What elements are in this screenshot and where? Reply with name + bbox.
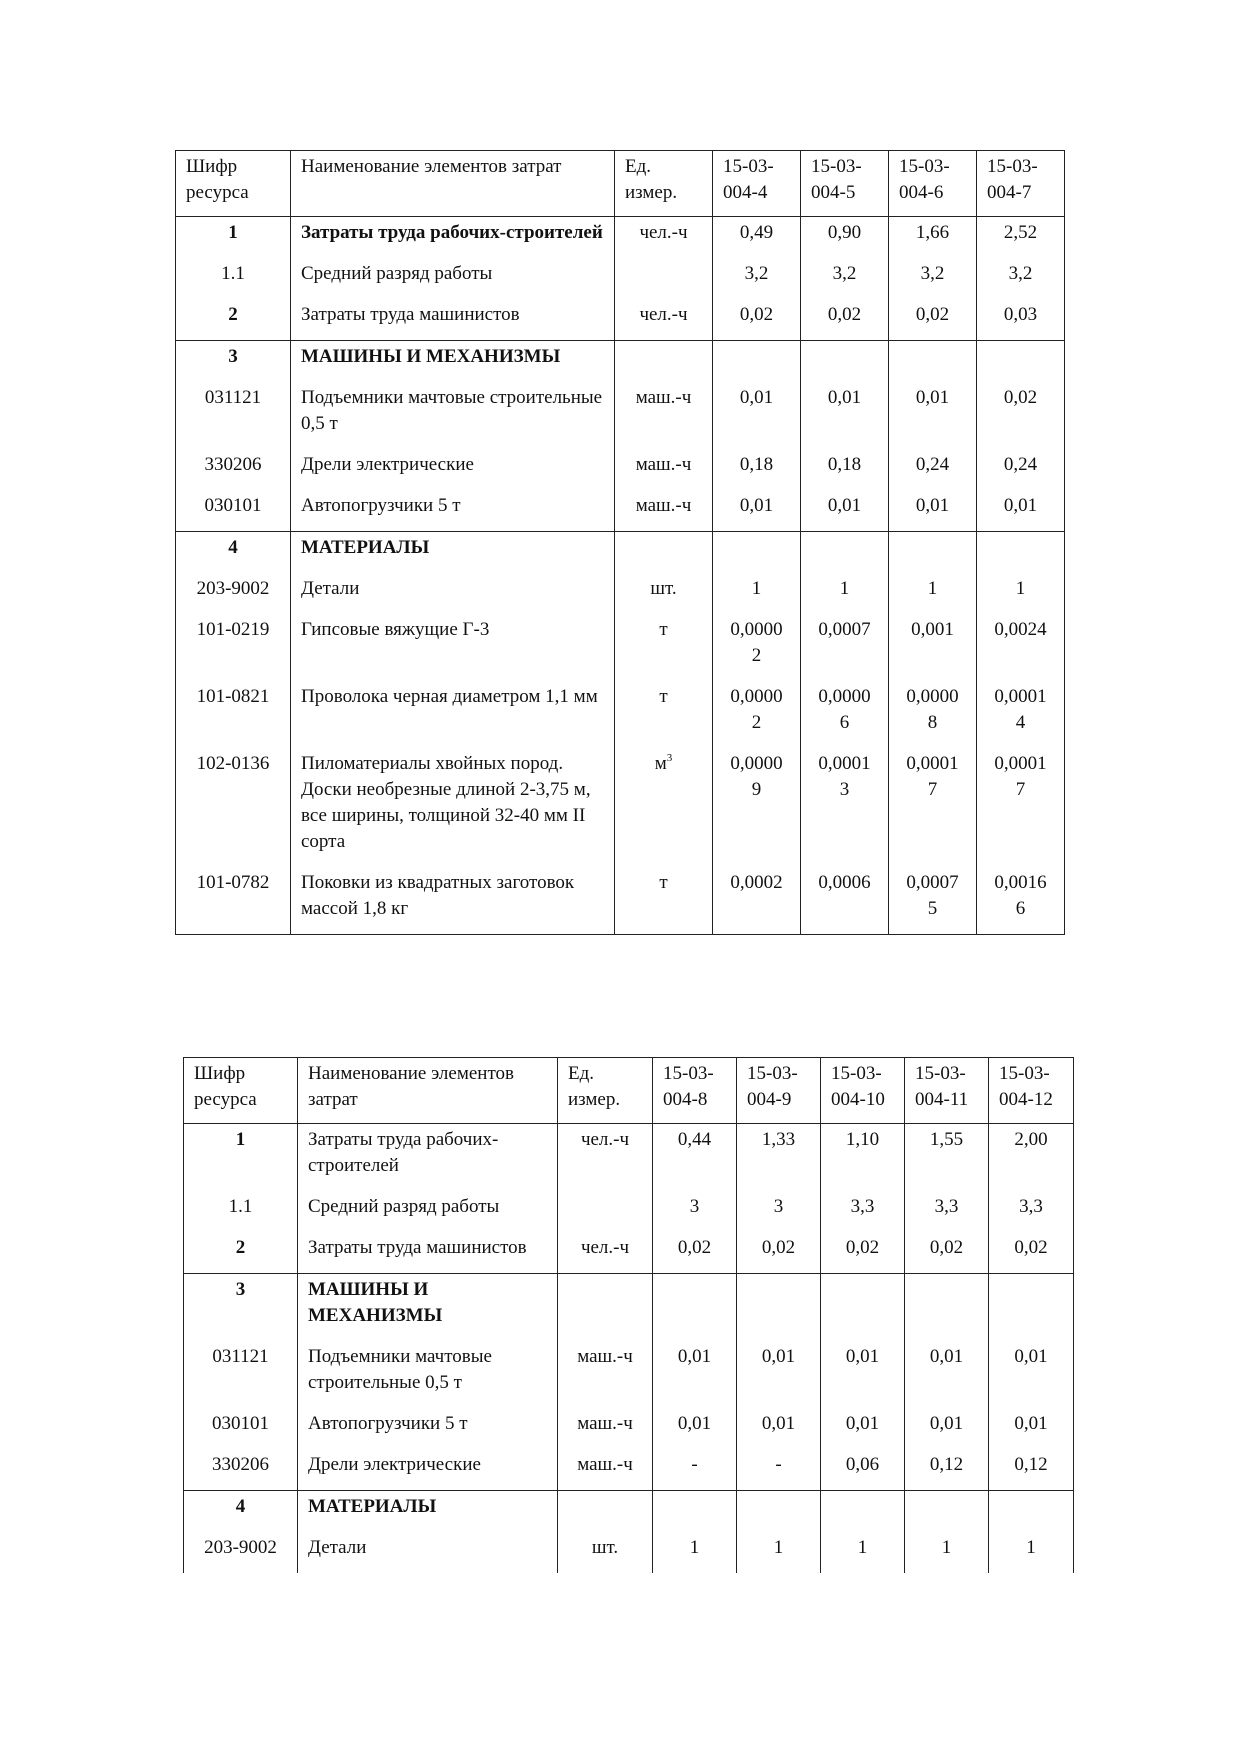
cell-value: 0,24 <box>889 449 977 490</box>
cell-code: 1.1 <box>184 1191 298 1232</box>
cell-code: 3 <box>184 1274 298 1342</box>
cell-unit <box>558 1191 653 1232</box>
cell-code: 030101 <box>176 490 291 532</box>
cell-unit <box>615 341 713 383</box>
cell-code: 3 <box>176 341 291 383</box>
cell-value: 1 <box>889 573 977 614</box>
cell-value <box>737 1491 821 1533</box>
table-row <box>184 1232 1074 1274</box>
table-row <box>176 748 1065 867</box>
cell-value <box>653 1274 737 1342</box>
cell-value: 0,0000 9 <box>713 748 801 867</box>
cell-value: 1,10 <box>821 1124 905 1192</box>
cell-value: 1 <box>801 573 889 614</box>
cell-unit: маш.-ч <box>558 1341 653 1408</box>
cell-value: 0,0001 3 <box>801 748 889 867</box>
cell-value: 3,2 <box>801 258 889 299</box>
cell-value: 0,02 <box>653 1232 737 1274</box>
cell-value: 0,02 <box>737 1232 821 1274</box>
resource-table-1 <box>175 150 1065 935</box>
cell-code: 1 <box>176 217 291 259</box>
cell-unit: маш.-ч <box>615 449 713 490</box>
cell-code: 2 <box>176 299 291 341</box>
table-row <box>176 573 1065 614</box>
header-code: Шифр ресурса <box>184 1058 298 1124</box>
cell-value: 0,0001 7 <box>889 748 977 867</box>
header-name: Наименование элементов затрат <box>298 1058 558 1124</box>
cell-name: Затраты труда машинистов <box>298 1232 558 1274</box>
cell-code: 101-0219 <box>176 614 291 681</box>
cell-value <box>821 1491 905 1533</box>
cell-name: Поковки из квадратных заготовок массой 1,8 кг <box>291 867 615 935</box>
section-row-machines <box>176 341 1065 383</box>
cell-unit: шт. <box>615 573 713 614</box>
cell-value <box>977 532 1065 574</box>
cell-name: Средний разряд работы <box>298 1191 558 1232</box>
cell-value: 0,01 <box>905 1341 989 1408</box>
cell-value: 0,0000 2 <box>713 681 801 748</box>
cell-value <box>713 532 801 574</box>
cell-unit <box>615 748 713 867</box>
cell-unit: чел.-ч <box>558 1232 653 1274</box>
section-title: МАТЕРИАЛЫ <box>291 532 615 574</box>
cell-value: 1,33 <box>737 1124 821 1192</box>
cell-value: 0,12 <box>905 1449 989 1491</box>
table-row <box>184 1532 1074 1573</box>
cell-name: Средний разряд работы <box>291 258 615 299</box>
cell-value: 0,02 <box>713 299 801 341</box>
cell-value: 1 <box>713 573 801 614</box>
cell-name: Затраты труда машинистов <box>291 299 615 341</box>
cell-name: Подъемники мачтовые строительные 0,5 т <box>291 382 615 449</box>
resource-table-2 <box>183 1057 1074 1573</box>
cell-value: 3,2 <box>977 258 1065 299</box>
cell-value: 0,01 <box>821 1408 905 1449</box>
cell-value: 0,01 <box>653 1408 737 1449</box>
section-title: МАШИНЫ И МЕХАНИЗМЫ <box>291 341 615 383</box>
cell-name: Затраты труда рабочих-строителей <box>298 1124 558 1192</box>
cell-code: 330206 <box>176 449 291 490</box>
table-row <box>176 614 1065 681</box>
cell-code: 4 <box>176 532 291 574</box>
cell-value <box>653 1491 737 1533</box>
header-unit: Ед. измер. <box>615 151 713 217</box>
cell-unit <box>615 258 713 299</box>
cell-code: 101-0821 <box>176 681 291 748</box>
cell-unit: шт. <box>558 1532 653 1573</box>
cell-value: 1 <box>653 1532 737 1573</box>
header-col-5: 15-03-004-5 <box>801 151 889 217</box>
cell-unit: чел.-ч <box>615 299 713 341</box>
cell-code: 030101 <box>184 1408 298 1449</box>
cell-value: 0,01 <box>801 490 889 532</box>
cell-value: 0,01 <box>821 1341 905 1408</box>
cell-value: 2,00 <box>989 1124 1074 1192</box>
cell-code: 203-9002 <box>176 573 291 614</box>
cell-name: Гипсовые вяжущие Г-3 <box>291 614 615 681</box>
cell-value <box>977 341 1065 383</box>
section-title: МАТЕРИАЛЫ <box>298 1491 558 1533</box>
cell-value: 0,0007 5 <box>889 867 977 935</box>
cell-value: 1,55 <box>905 1124 989 1192</box>
cell-value: 0,02 <box>821 1232 905 1274</box>
cell-name: Дрели электрические <box>291 449 615 490</box>
cell-value: 0,01 <box>737 1341 821 1408</box>
cell-value <box>989 1274 1074 1342</box>
cell-value: 0,03 <box>977 299 1065 341</box>
cell-value <box>905 1491 989 1533</box>
cell-value: 0,12 <box>989 1449 1074 1491</box>
cell-unit <box>558 1274 653 1342</box>
cell-unit <box>615 532 713 574</box>
cell-value: 3,3 <box>821 1191 905 1232</box>
cell-name: Проволока черная диаметром 1,1 мм <box>291 681 615 748</box>
cell-value: 0,01 <box>653 1341 737 1408</box>
header-code: Шифр ресурса <box>176 151 291 217</box>
cell-value: 0,01 <box>989 1408 1074 1449</box>
cell-code: 203-9002 <box>184 1532 298 1573</box>
cell-value: 0,44 <box>653 1124 737 1192</box>
cell-value: 0,01 <box>737 1408 821 1449</box>
table-row <box>176 217 1065 259</box>
cell-value: 0,0001 4 <box>977 681 1065 748</box>
cell-value: 0,01 <box>889 382 977 449</box>
table-row <box>176 258 1065 299</box>
cell-value: 0,02 <box>889 299 977 341</box>
cell-value: 0,001 <box>889 614 977 681</box>
cell-value: 0,0000 8 <box>889 681 977 748</box>
cell-value: 0,01 <box>905 1408 989 1449</box>
cell-value: 1 <box>905 1532 989 1573</box>
cell-name: Подъемники мачтовые строительные 0,5 т <box>298 1341 558 1408</box>
cell-value: 0,90 <box>801 217 889 259</box>
cell-value: 3 <box>653 1191 737 1232</box>
cell-value: 0,01 <box>801 382 889 449</box>
cell-unit: т <box>615 681 713 748</box>
cell-value: 0,0001 7 <box>977 748 1065 867</box>
cell-code: 2 <box>184 1232 298 1274</box>
table-header-row <box>184 1058 1074 1124</box>
table-row <box>184 1124 1074 1192</box>
header-col-7: 15-03-004-7 <box>977 151 1065 217</box>
cell-code: 102-0136 <box>176 748 291 867</box>
cell-value: 3,2 <box>889 258 977 299</box>
table-row <box>184 1341 1074 1408</box>
cell-value: 0,0006 <box>801 867 889 935</box>
table-header-row <box>176 151 1065 217</box>
cell-value: 0,06 <box>821 1449 905 1491</box>
cell-value: 1,66 <box>889 217 977 259</box>
cell-value <box>801 532 889 574</box>
header-col-11: 15-03-004-11 <box>905 1058 989 1124</box>
section-row-materials <box>184 1491 1074 1533</box>
table-row <box>176 490 1065 532</box>
cell-value <box>905 1274 989 1342</box>
cell-value: 0,01 <box>977 490 1065 532</box>
cell-value <box>801 341 889 383</box>
header-name: Наименование элементов затрат <box>291 151 615 217</box>
header-col-8: 15-03-004-8 <box>653 1058 737 1124</box>
cell-value: - <box>737 1449 821 1491</box>
cell-value: 1 <box>989 1532 1074 1573</box>
cell-value: 0,18 <box>713 449 801 490</box>
header-col-6: 15-03-004-6 <box>889 151 977 217</box>
cell-code: 031121 <box>176 382 291 449</box>
cell-name: Пиломатериалы хвойных пород. Доски необрезные длиной 2-3,75 м, все ширины, толщиной 32-40 мм II сорта <box>291 748 615 867</box>
cell-unit: маш.-ч <box>615 490 713 532</box>
cell-code: 1 <box>184 1124 298 1192</box>
cell-value: 0,0016 6 <box>977 867 1065 935</box>
cell-value: - <box>653 1449 737 1491</box>
cell-value: 0,18 <box>801 449 889 490</box>
cell-value: 0,0000 2 <box>713 614 801 681</box>
table-row <box>184 1449 1074 1491</box>
table-row <box>176 681 1065 748</box>
header-unit: Ед. измер. <box>558 1058 653 1124</box>
cell-unit: т <box>615 614 713 681</box>
cell-value <box>889 532 977 574</box>
section-title: МАШИНЫ И МЕХАНИЗМЫ <box>298 1274 558 1342</box>
cell-value <box>889 341 977 383</box>
cell-name: Затраты труда рабочих-строителей <box>291 217 615 259</box>
cell-value: 0,02 <box>989 1232 1074 1274</box>
cell-value: 3,2 <box>713 258 801 299</box>
table-row <box>176 867 1065 935</box>
cell-code: 031121 <box>184 1341 298 1408</box>
cell-value <box>989 1491 1074 1533</box>
cell-value: 1 <box>977 573 1065 614</box>
cell-unit: чел.-ч <box>558 1124 653 1192</box>
cell-value: 3,3 <box>989 1191 1074 1232</box>
cell-value: 0,01 <box>713 490 801 532</box>
cell-name: Автопогрузчики 5 т <box>298 1408 558 1449</box>
section-row-machines <box>184 1274 1074 1342</box>
cell-unit <box>558 1491 653 1533</box>
cell-value: 0,0002 <box>713 867 801 935</box>
cell-value: 1 <box>737 1532 821 1573</box>
cell-name: Автопогрузчики 5 т <box>291 490 615 532</box>
table-row <box>176 299 1065 341</box>
cell-unit: т <box>615 867 713 935</box>
cell-code: 101-0782 <box>176 867 291 935</box>
unit-text: м <box>654 753 667 774</box>
cell-value: 0,02 <box>905 1232 989 1274</box>
header-col-4: 15-03-004-4 <box>713 151 801 217</box>
cell-name: Дрели электрические <box>298 1449 558 1491</box>
cell-code: 330206 <box>184 1449 298 1491</box>
cell-value: 0,0007 <box>801 614 889 681</box>
header-col-12: 15-03-004-12 <box>989 1058 1074 1124</box>
cell-value: 0,01 <box>989 1341 1074 1408</box>
cell-code: 1.1 <box>176 258 291 299</box>
table-row <box>176 382 1065 449</box>
cell-value: 0,0024 <box>977 614 1065 681</box>
cell-value <box>713 341 801 383</box>
cell-name: Детали <box>298 1532 558 1573</box>
section-row-materials <box>176 532 1065 574</box>
cell-value: 0,02 <box>801 299 889 341</box>
cell-unit: маш.-ч <box>615 382 713 449</box>
header-col-9: 15-03-004-9 <box>737 1058 821 1124</box>
unit-superscript: 3 <box>666 752 673 764</box>
cell-value: 2,52 <box>977 217 1065 259</box>
cell-value: 0,24 <box>977 449 1065 490</box>
cell-value: 0,01 <box>713 382 801 449</box>
cell-code: 4 <box>184 1491 298 1533</box>
cell-unit: маш.-ч <box>558 1408 653 1449</box>
table-row <box>184 1408 1074 1449</box>
header-col-10: 15-03-004-10 <box>821 1058 905 1124</box>
table-row <box>176 449 1065 490</box>
cell-value: 0,01 <box>889 490 977 532</box>
table-row <box>184 1191 1074 1232</box>
cell-value: 0,49 <box>713 217 801 259</box>
cell-value <box>821 1274 905 1342</box>
cell-value: 0,02 <box>977 382 1065 449</box>
cell-value: 1 <box>821 1532 905 1573</box>
cell-value: 3 <box>737 1191 821 1232</box>
cell-value: 3,3 <box>905 1191 989 1232</box>
cell-name: Детали <box>291 573 615 614</box>
cell-value <box>737 1274 821 1342</box>
cell-unit: маш.-ч <box>558 1449 653 1491</box>
cell-value: 0,0000 6 <box>801 681 889 748</box>
cell-unit: чел.-ч <box>615 217 713 259</box>
